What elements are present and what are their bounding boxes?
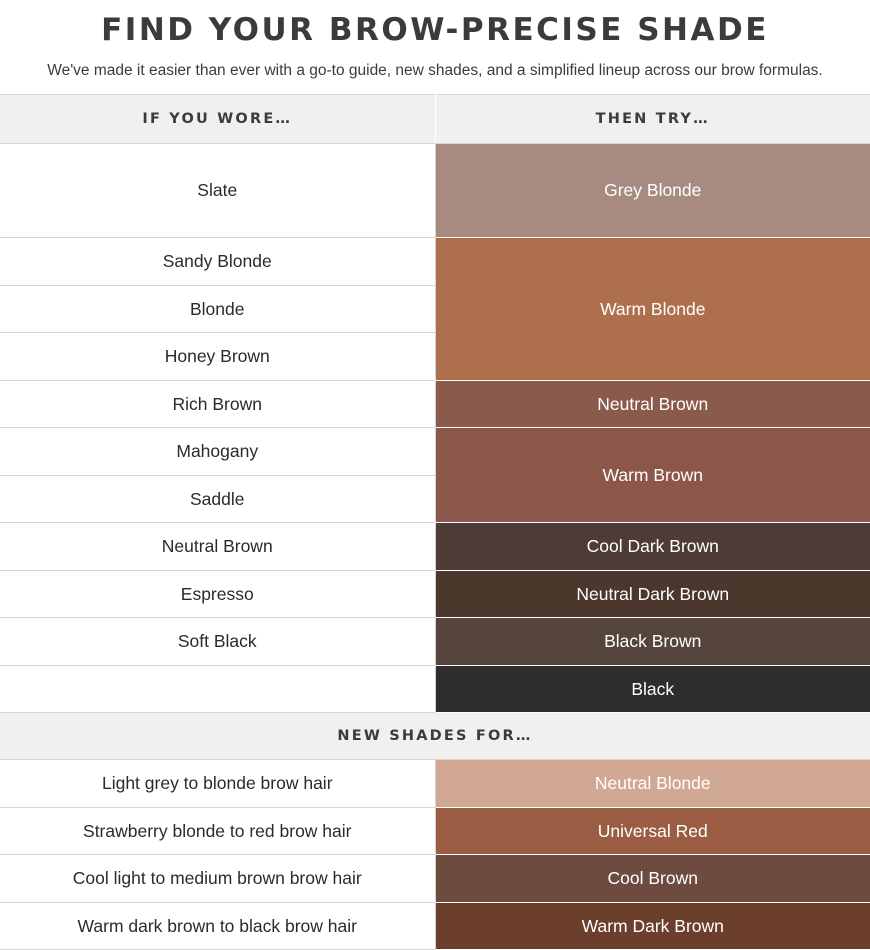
old-shade-cell: Blonde — [0, 285, 435, 333]
new-shade-cell: Warm Brown — [435, 428, 870, 523]
new-shade-cell: Cool Brown — [435, 855, 870, 903]
old-shade-cell: Soft Black — [0, 618, 435, 666]
shade-conversion-table — [0, 94, 870, 950]
table-row — [0, 618, 870, 666]
page-subtitle: We've made it easier than ever with a go-to guide, new shades, and a simplified lineup across our brow formulas. — [47, 62, 823, 79]
page-title: FIND YOUR BROW-PRECISE SHADE — [101, 12, 769, 48]
old-shade-cell: Honey Brown — [0, 333, 435, 381]
new-shade-cell: Neutral Brown — [435, 380, 870, 428]
new-shade-cell: Warm Blonde — [435, 238, 870, 381]
new-shade-cell: Neutral Dark Brown — [435, 570, 870, 618]
new-shade-cell: Black Brown — [435, 618, 870, 666]
table-row — [0, 665, 870, 713]
new-shade-cell: Warm Dark Brown — [435, 902, 870, 950]
hair-description-cell: Strawberry blonde to red brow hair — [0, 807, 435, 855]
old-shade-cell: Rich Brown — [0, 380, 435, 428]
hair-description-cell: Warm dark brown to black brow hair — [0, 902, 435, 950]
new-shade-cell: Grey Blonde — [435, 144, 870, 238]
hair-description-cell: Cool light to medium brown brow hair — [0, 855, 435, 903]
table-row — [0, 144, 870, 238]
table-row — [0, 428, 870, 476]
table-header-row — [0, 95, 870, 144]
new-shade-cell: Cool Dark Brown — [435, 523, 870, 571]
old-shade-cell: Sandy Blonde — [0, 238, 435, 286]
table-row — [0, 380, 870, 428]
table-row — [0, 807, 870, 855]
old-shade-cell: Saddle — [0, 475, 435, 523]
table-row — [0, 760, 870, 808]
section-divider-row — [0, 713, 870, 760]
column-header-then-try: THEN TRY… — [435, 95, 870, 144]
new-shade-cell: Universal Red — [435, 807, 870, 855]
column-header-if-you-wore: IF YOU WORE… — [0, 95, 435, 144]
hair-description-cell: Light grey to blonde brow hair — [0, 760, 435, 808]
table-row — [0, 238, 870, 286]
section-divider-label: NEW SHADES FOR… — [0, 713, 870, 760]
old-shade-cell: Espresso — [0, 570, 435, 618]
new-shade-cell: Black — [435, 665, 870, 713]
table-row — [0, 902, 870, 950]
old-shade-cell-extra — [0, 665, 435, 713]
new-shade-cell: Neutral Blonde — [435, 760, 870, 808]
table-row — [0, 523, 870, 571]
old-shade-cell: Mahogany — [0, 428, 435, 476]
table-row — [0, 855, 870, 903]
old-shade-cell: Neutral Brown — [0, 523, 435, 571]
old-shade-cell: Slate — [0, 144, 435, 238]
table-row — [0, 570, 870, 618]
